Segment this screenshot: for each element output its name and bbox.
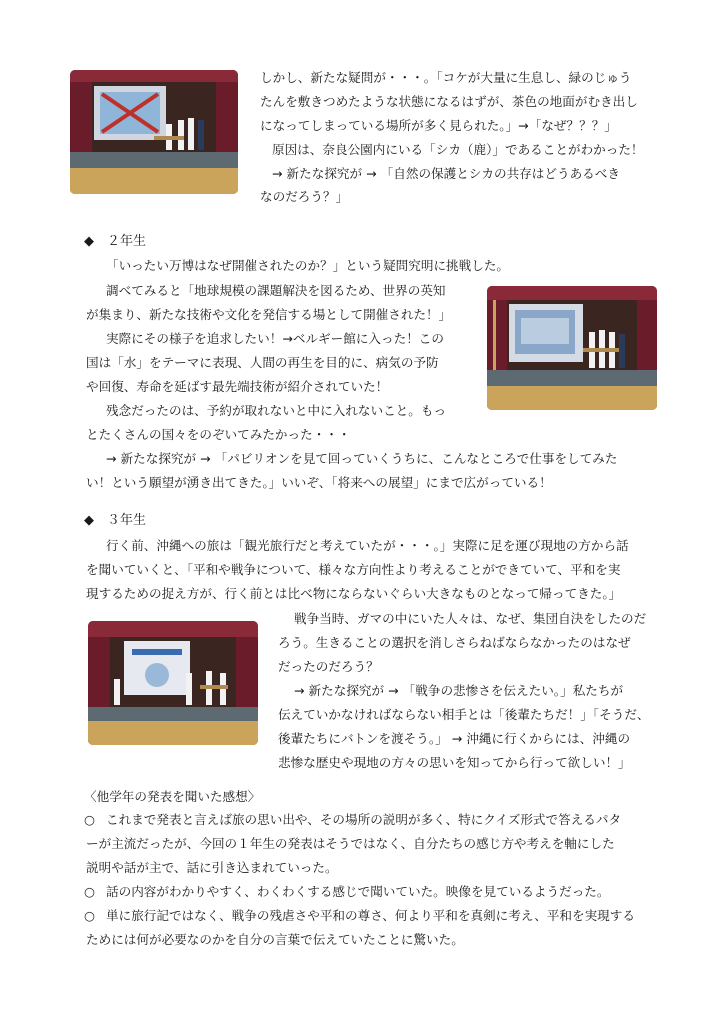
photo-grade2-presentation <box>487 286 657 410</box>
grade2-heading: ◆ ２年生 <box>84 234 146 249</box>
bullet: ○ <box>84 908 95 923</box>
grade2-line: や回復、寿命を延ばす最先端技術が紹介されていた！ <box>86 379 389 394</box>
intro-line: 原因は、奈良公園内にいる「シカ（鹿）」であることがわかった！ <box>272 142 644 157</box>
bullet: ○ <box>84 812 95 827</box>
impression-line: 単に旅行記ではなく、戦争の残虐さや平和の尊さ、何より平和を真剣に考え、平和を実現する <box>106 908 635 923</box>
impression-line: ーが主流だったが、今回の１年生の発表はそうではなく、自分たちの感じ方や考えを軸にした <box>86 836 615 851</box>
intro-line: になってしまっている場所が多く見られた。」→「なぜ？？？」 <box>260 118 617 133</box>
grade3-line: を聞いていくと、「平和や戦争について、様々な方向性より考えることができていて、平和を実 <box>86 562 621 577</box>
impression-line: 話の内容がわかりやすく、わくわくする感じで聞いていた。映像を見ているようだった。 <box>106 884 610 899</box>
grade3-line: 伝えていかなければならない相手とは「後輩たちだ！」「そうだ、 <box>278 707 650 722</box>
impression-line: これまで発表と言えば旅の思い出や、その場所の説明が多く、特にクイズ形式で答えるパタ <box>106 812 622 827</box>
grade2-line: 残念だったのは、予約が取れないと中に入れないこと。もっ <box>106 403 447 418</box>
bullet: ○ <box>84 884 95 899</box>
intro-line: → 新たな探究が → 「自然の保護とシカの共存はどうあるべき <box>272 166 620 181</box>
grade2-line: 国は「水」をテーマに表現、人間の再生を目的に、病気の予防 <box>86 355 439 370</box>
grade2-line: 実際にその様子を追求したい！→ベルギー館に入った！この <box>106 331 444 346</box>
grade3-line: ろう。生きることの選択を消しさらねばならなかったのはなぜ <box>278 635 631 650</box>
grade3-line: 行く前、沖縄への旅は「観光旅行だと考えていたが・・・。」実際に足を運び現地の方から話 <box>106 538 629 553</box>
intro-line: しかし、新たな疑問が・・・。「コケが大量に生息し、緑のじゅう <box>260 70 632 85</box>
grade3-heading: ◆ ３年生 <box>84 513 146 528</box>
grade2-line: とたくさんの国々をのぞいてみたかった・・・ <box>86 427 351 442</box>
grade3-line: 悲惨な歴史や現地の方々の思いを知ってから行って欲しい！」 <box>278 755 631 770</box>
grade3-line: → 新たな探究が → 「戦争の悲惨さを伝えたい。」私たちが <box>294 683 624 698</box>
grade3-line: だったのだろう？ <box>278 659 379 674</box>
intro-line: なのだろう？」 <box>260 189 349 204</box>
grade2-line: → 新たな探究が → 「パビリオンを見て回っていくうちに、こんなところで仕事をしてみた <box>106 451 618 466</box>
grade3-line: 後輩たちにバトンを渡そう。」 → 沖縄に行くからには、沖縄の <box>278 731 631 746</box>
grade2-line: い！という願望が湧き出てきた。」いいぞ、「将来への展望」にまで広がっている！ <box>86 475 552 490</box>
grade2-line: 「いったい万博はなぜ開催されたのか？」という疑問究明に挑戦した。 <box>106 258 509 273</box>
photo-grade1-presentation <box>70 70 238 194</box>
impression-line: 説明や話が主で、話に引き込まれていった。 <box>86 860 338 875</box>
intro-line: たんを敷きつめたような状態になるはずが、茶色の地面がむき出し <box>260 94 638 109</box>
impressions-heading: 〈他学年の発表を聞いた感想〉 <box>84 789 261 804</box>
grade2-line: が集まり、新たな技術や文化を発信する場として開催された！」 <box>86 307 452 322</box>
impression-line: ためには何が必要なのかを自分の言葉で伝えていたことに驚いた。 <box>86 932 464 947</box>
grade3-line: 現するための捉え方が、行く前とは比べ物にならないぐらい大きなものとなって帰ってきた。」 <box>86 586 622 601</box>
photo-grade3-presentation <box>88 621 258 745</box>
grade2-line: 調べてみると「地球規模の課題解決を図るため、世界の英知 <box>106 283 446 298</box>
grade3-line: 戦争当時、ガマの中にいた人々は、なぜ、集団自決をしたのだ <box>294 611 647 626</box>
